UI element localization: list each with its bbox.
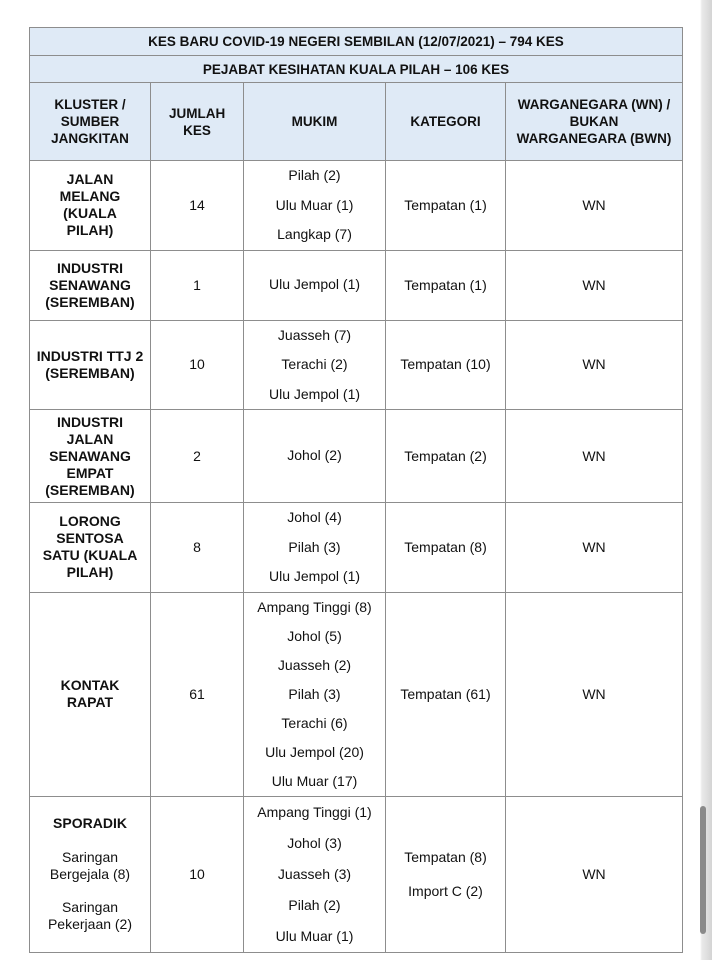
mukim-item: Pilah (2) bbox=[288, 167, 341, 183]
category: Tempatan (8) bbox=[386, 503, 506, 593]
scrollbar-thumb[interactable] bbox=[700, 806, 706, 934]
cluster-name: JALAN MELANG (KUALA PILAH) bbox=[30, 161, 151, 251]
mukim-item: Terachi (6) bbox=[281, 714, 348, 731]
mukim-item: Johol (5) bbox=[287, 627, 342, 644]
mukim-list bbox=[244, 592, 386, 796]
mukim-item: Juasseh (3) bbox=[277, 865, 352, 882]
col-header-total: JUMLAH KES bbox=[151, 83, 244, 161]
table-row bbox=[30, 503, 683, 593]
mukim-list bbox=[244, 503, 386, 593]
category: Tempatan (2) bbox=[386, 410, 506, 503]
mukim-list bbox=[244, 161, 386, 251]
mukim-item: Johol (3) bbox=[287, 834, 342, 851]
table-subtitle: PEJABAT KESIHATAN KUALA PILAH – 106 KES bbox=[30, 56, 683, 83]
citizenship: WN bbox=[506, 250, 683, 320]
category: Tempatan (1) bbox=[386, 250, 506, 320]
table-row bbox=[30, 250, 683, 320]
covid-cases-table bbox=[29, 27, 683, 953]
category bbox=[386, 796, 506, 952]
case-total: 10 bbox=[151, 320, 244, 410]
citizenship: WN bbox=[506, 592, 683, 796]
cluster-name: LORONG SENTOSA SATU (KUALA PILAH) bbox=[30, 503, 151, 593]
cluster-note: Saringan Bergejala (8) bbox=[49, 849, 131, 882]
mukim-item: Juasseh (2) bbox=[277, 656, 352, 673]
category: Tempatan (1) bbox=[386, 161, 506, 251]
mukim-list bbox=[244, 410, 386, 503]
mukim-item: Ulu Muar (1) bbox=[275, 196, 354, 213]
cluster-name: KONTAK RAPAT bbox=[30, 592, 151, 796]
mukim-item: Ampang Tinggi (1) bbox=[257, 803, 372, 820]
mukim-item: Pilah (2) bbox=[288, 896, 341, 913]
table-title: KES BARU COVID-19 NEGERI SEMBILAN (12/07/2021) – 794 KES bbox=[30, 28, 683, 56]
col-header-category: KATEGORI bbox=[386, 83, 506, 161]
table-row bbox=[30, 592, 683, 796]
category: Tempatan (10) bbox=[386, 320, 506, 410]
table-row bbox=[30, 796, 683, 952]
table-row bbox=[30, 410, 683, 503]
cluster-name: INDUSTRI TTJ 2 (SEREMBAN) bbox=[30, 320, 151, 410]
citizenship: WN bbox=[506, 796, 683, 952]
case-total: 1 bbox=[151, 250, 244, 320]
mukim-list bbox=[244, 320, 386, 410]
cluster-name: SPORADIK bbox=[53, 815, 127, 831]
case-total: 8 bbox=[151, 503, 244, 593]
mukim-list bbox=[244, 250, 386, 320]
col-header-mukim: MUKIM bbox=[244, 83, 386, 161]
mukim-item: Ulu Jempol (1) bbox=[268, 568, 361, 584]
mukim-item: Terachi (2) bbox=[281, 356, 348, 372]
mukim-list bbox=[244, 796, 386, 952]
case-total: 14 bbox=[151, 161, 244, 251]
case-total: 10 bbox=[151, 796, 244, 952]
col-header-cluster: KLUSTER / SUMBER JANGKITAN bbox=[30, 83, 151, 161]
category: Tempatan (61) bbox=[386, 592, 506, 796]
mukim-item: Pilah (3) bbox=[288, 538, 341, 555]
mukim-item: Johol (4) bbox=[287, 509, 342, 525]
mukim-item: Ulu Jempol (20) bbox=[265, 743, 364, 760]
mukim-item: Langkap (7) bbox=[277, 226, 352, 242]
table-row bbox=[30, 161, 683, 251]
cluster-note: Saringan Pekerjaan (2) bbox=[47, 899, 133, 932]
mukim-item: Ulu Jempol (1) bbox=[268, 385, 361, 402]
mukim-item: Ampang Tinggi (8) bbox=[257, 598, 372, 615]
cluster-name: INDUSTRI SENAWANG (SEREMBAN) bbox=[30, 250, 151, 320]
mukim-item: Ulu Jempol (1) bbox=[268, 276, 361, 293]
citizenship: WN bbox=[506, 161, 683, 251]
mukim-item: Ulu Muar (17) bbox=[271, 772, 358, 789]
case-total: 61 bbox=[151, 592, 244, 796]
table-row bbox=[30, 320, 683, 410]
citizenship: WN bbox=[506, 410, 683, 503]
category-item: Tempatan (8) bbox=[404, 849, 487, 865]
mukim-item: Ulu Muar (1) bbox=[275, 927, 354, 944]
citizenship: WN bbox=[506, 320, 683, 410]
cluster-cell bbox=[30, 796, 151, 952]
col-header-citizenship: WARGANEGARA (WN) / BUKAN WARGANEGARA (BWN) bbox=[506, 83, 683, 161]
case-total: 2 bbox=[151, 410, 244, 503]
citizenship: WN bbox=[506, 503, 683, 593]
category-item: Import C (2) bbox=[408, 883, 483, 899]
mukim-item: Johol (2) bbox=[287, 447, 342, 464]
cluster-name: INDUSTRI JALAN SENAWANG EMPAT (SEREMBAN) bbox=[30, 410, 151, 503]
mukim-item: Pilah (3) bbox=[288, 685, 341, 702]
mukim-item: Juasseh (7) bbox=[277, 326, 352, 343]
